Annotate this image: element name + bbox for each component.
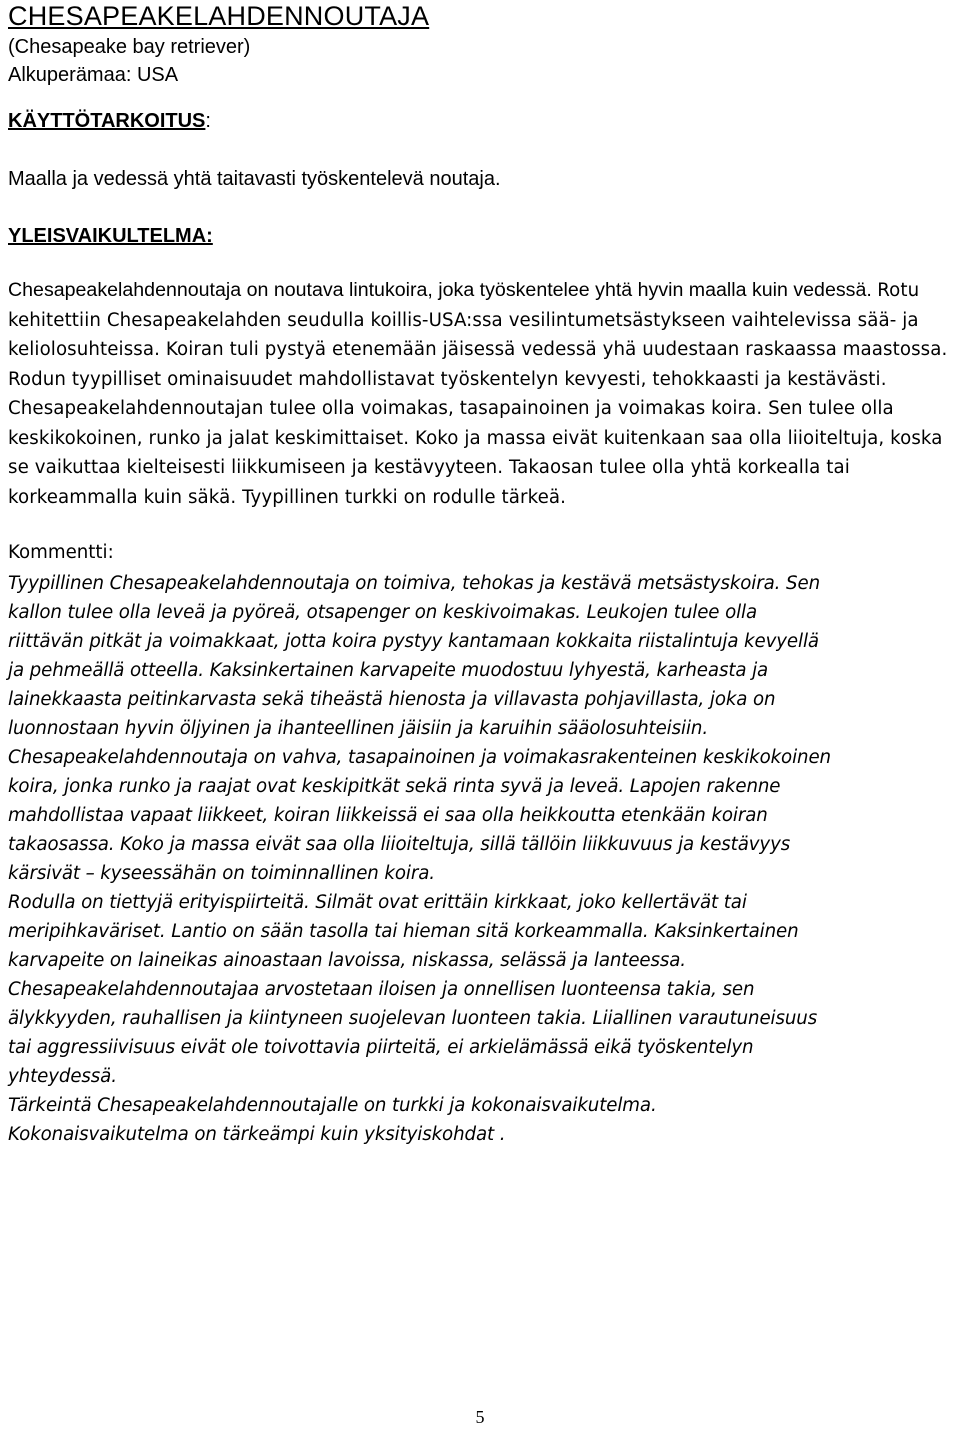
comment-line: Kokonaisvaikutelma on tärkeämpi kuin yksityiskohdat .: [8, 1124, 506, 1145]
document-page: [8, 0, 956, 1149]
comment-line: Chesapeakelahdennoutaja on vahva, tasapainoinen ja voimakasrakenteinen keskikokoinen: [8, 747, 831, 768]
purpose-text: Maalla ja vedessä yhtä taitavasti työskentelevä noutaja.: [8, 168, 501, 190]
origin-country: Alkuperämaa: USA: [8, 64, 179, 86]
comment-line: lainekkaasta peitinkarvasta sekä tiheästä hienosta ja villavasta pohjavillasta, joka on: [8, 689, 776, 710]
comment-line: ja pehmeällä otteella. Kaksinkertainen karvapeite muodostuu lyhyestä, karheasta ja: [8, 660, 769, 681]
comment-line: Tärkeintä Chesapeakelahdennoutajalle on turkki ja kokonaisvaikutelma.: [8, 1095, 657, 1116]
general-heading-text: YLEISVAIKULTELMA:: [8, 225, 213, 247]
general-paragraph-1-text: Chesapeakelahdennoutaja on noutava lintukoira, joka työskentelee yhtä hyvin maalla kuin vedessä.: [8, 279, 872, 301]
page-title: CHESAPEAKELAHDENNOUTAJA: [8, 1, 430, 31]
comment-line: Tyypillinen Chesapeakelahdennoutaja on toimiva, tehokas ja kestävä metsästyskoira. Sen: [8, 573, 821, 594]
english-name: (Chesapeake bay retriever): [8, 36, 251, 58]
general-paragraph-2: Rotu kehitettiin Chesapeakelahden seudulla koillis-USA:ssa vesilintumetsästykseen vaihtelevissa sää- ja keliolosuhteissa. Koiran tuli pystyä etenemään jäisessä vedessä yhä uudestaan raskaassa maastossa. Rodun tyypilliset ominaisuudet mahdollistavat työskentelyn kevyesti, tehokkaasti ja kestävästi. Chesapeakelahdennoutajan tulee olla voimakas, tasapainoinen ja voimakas koira. Sen tulee olla keskikokoinen, runko ja jalat keskimittaiset. Koko ja massa eivät kuitenkaan saa olla liioiteltuja, koska se vaikuttaa kielteisesti liikkumiseen ja kestävyyteen. Takaosan tulee olla yhtä korkealla tai korkeammalla kuin säkä. Tyypillinen turkki on rodulle tärkeä.: [8, 280, 948, 508]
comment-line: riittävän pitkät ja voimakkaat, jotta koira pystyy kantamaan kokkaita riistalintuja kevyellä: [8, 631, 819, 652]
page-number: 5: [475, 1407, 485, 1427]
comment-line: tai aggressiivisuus eivät ole toivottavia piirteitä, ei arkielämässä eikä työskentelyn: [8, 1037, 754, 1058]
comment-line: karvapeite on laineikas ainoastaan lavoissa, niskassa, selässä ja lanteessa.: [8, 950, 686, 971]
comment-line: meripihkaväriset. Lantio on sään tasolla tai hieman sitä korkeammalla. Kaksinkertainen: [8, 921, 799, 942]
purpose-heading: [8, 107, 956, 135]
comment-line: kärsivät – kyseessähän on toiminnallinen koira.: [8, 863, 435, 884]
purpose-heading-text: KÄYTTÖTARKOITUS: [8, 110, 206, 132]
comment-line: luonnostaan hyvin öljyinen ja ihanteellinen jäisiin ja karuihin sääolosuhteisiin.: [8, 718, 709, 739]
general-paragraph-1: [8, 276, 956, 512]
comment-line: mahdollistaa vapaat liikkeet, koiran liikkeissä ei saa olla heikkoutta etenkään koiran: [8, 805, 768, 826]
comment-line: yhteydessä.: [8, 1066, 117, 1087]
purpose-heading-colon: :: [205, 110, 211, 132]
general-heading: [8, 222, 956, 250]
comment-line: älykkyyden, rauhallisen ja kiintyneen suojelevan luonteen takia. Liiallinen varautuneisuus: [8, 1008, 818, 1029]
comment-body: [8, 569, 956, 1149]
comment-line: Chesapeakelahdennoutajaa arvostetaan iloisen ja onnellisen luonteensa takia, sen: [8, 979, 755, 1000]
comment-line: kallon tulee olla leveä ja pyöreä, otsapenger on keskivoimakas. Leukojen tulee olla: [8, 602, 758, 623]
comment-line: koira, jonka runko ja raajat ovat keskipitkät sekä rinta syvä ja leveä. Lapojen rakenne: [8, 776, 781, 797]
comment-line: Rodulla on tiettyjä erityispiirteitä. Silmät ovat erittäin kirkkaat, joko kellertävät tai: [8, 892, 747, 913]
comment-label: Kommentti:: [8, 542, 114, 563]
comment-line: takaosassa. Koko ja massa eivät saa olla liioiteltuja, sillä tällöin liikkuvuus ja kestävyys: [8, 834, 791, 855]
